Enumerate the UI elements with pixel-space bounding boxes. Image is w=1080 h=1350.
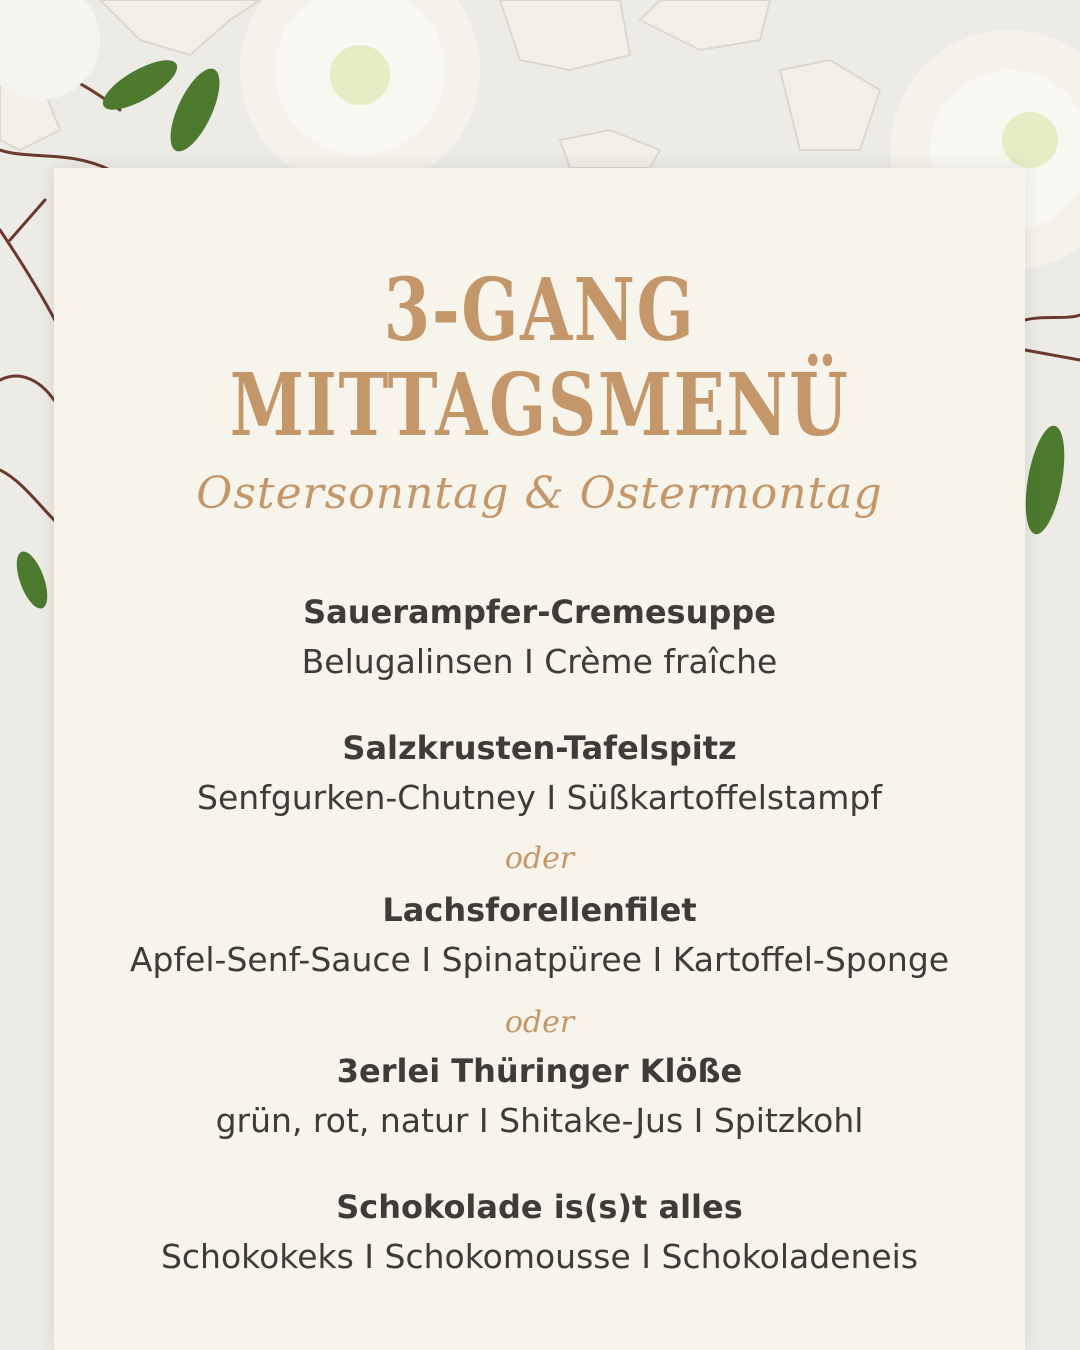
menu-subtitle: Ostersonntag & Ostermontag <box>196 468 883 519</box>
course-3-sides: Apfel-Senf-Sauce I Spinatpüree I Kartoffel-Sponge <box>129 940 950 979</box>
course-5-sides: Schokokeks I Schokomousse I Schokoladeneis <box>160 1237 919 1276</box>
separator-oder: oder <box>504 1005 575 1040</box>
menu-title-line1: 3-GANG <box>383 260 696 361</box>
menu-card <box>54 168 1025 1350</box>
course-4-dish: 3erlei Thüringer Klöße <box>336 1052 743 1090</box>
separator-oder: oder <box>504 841 575 876</box>
course-1-dish: Sauerampfer-Cremesuppe <box>303 593 776 631</box>
course-2-sides: Senfgurken-Chutney I Süßkartoffelstampf <box>197 778 882 817</box>
course-5-dish: Schokolade is(s)t alles <box>336 1188 743 1226</box>
course-1-sides: Belugalinsen I Crème fraîche <box>301 642 778 681</box>
course-2-dish: Salzkrusten-Tafelspitz <box>342 729 737 767</box>
menu-title-line2: MITTAGSMENÜ <box>229 355 850 456</box>
course-4-sides: grün, rot, natur I Shitake-Jus I Spitzkohl <box>215 1101 864 1140</box>
course-3-dish: Lachsforellenfilet <box>382 891 697 929</box>
